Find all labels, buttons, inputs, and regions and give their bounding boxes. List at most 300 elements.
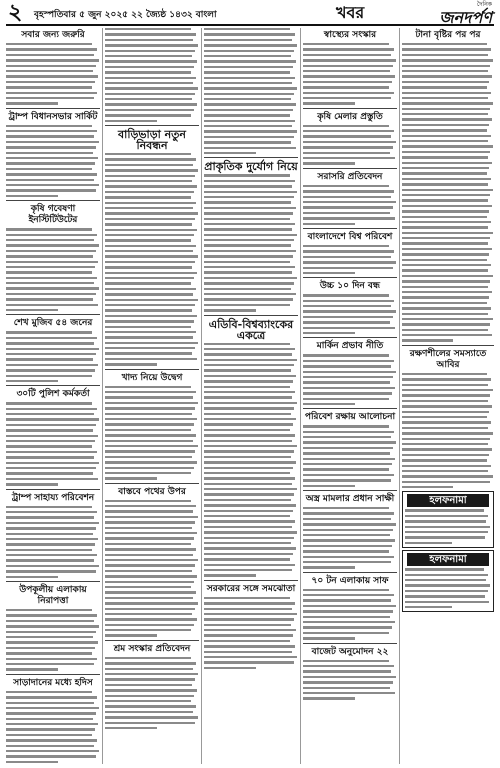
text-line (402, 129, 487, 131)
text-line (105, 164, 193, 166)
column-5 (402, 28, 494, 764)
text-line (303, 300, 394, 302)
text-line (204, 348, 295, 350)
text-line (303, 102, 355, 104)
text-line (402, 178, 491, 180)
text-line (402, 465, 491, 467)
text-line (204, 39, 292, 41)
text-line (105, 282, 191, 284)
text-line (6, 712, 96, 714)
text-line (204, 558, 290, 560)
text-line (105, 456, 192, 458)
column-3 (204, 28, 298, 764)
divider (204, 315, 298, 316)
page-number: ২ (8, 0, 23, 25)
text-line (105, 255, 198, 257)
text-line (6, 228, 92, 230)
text-line (204, 624, 291, 626)
text-line (105, 472, 191, 474)
text-line (204, 613, 297, 615)
text-line (6, 734, 92, 736)
text-line (303, 676, 396, 678)
text-line (303, 621, 395, 623)
text-line (204, 218, 290, 220)
text-line (204, 353, 292, 355)
text-line (303, 65, 393, 67)
text-line (204, 364, 294, 366)
text-line (6, 358, 93, 360)
text-line (204, 207, 296, 209)
text-line (105, 207, 193, 209)
text-line (402, 97, 488, 99)
text-line (402, 339, 453, 341)
text-line (105, 629, 191, 631)
headline: এডিবি-বিশ্বব্যাংকের একত্রে (208, 317, 294, 342)
text-line (303, 670, 391, 672)
text-line (6, 75, 98, 77)
text-line (105, 39, 193, 41)
text-line (204, 109, 293, 111)
text-line (402, 43, 487, 45)
text-line (204, 667, 256, 669)
text-line (303, 561, 391, 563)
text-line (105, 87, 198, 89)
text-line (303, 398, 389, 400)
text-line (303, 529, 393, 531)
text-line (6, 337, 97, 339)
text-line (402, 108, 490, 110)
text-line (402, 405, 492, 407)
text-line (6, 663, 94, 665)
text-line (6, 168, 92, 170)
text-line (204, 228, 292, 230)
divider (105, 125, 199, 126)
article-body (105, 500, 199, 637)
text-line (105, 309, 192, 311)
text-line (6, 261, 98, 263)
text-line (105, 180, 192, 182)
text-line (204, 661, 294, 663)
text-line (402, 481, 490, 483)
text-line (105, 153, 191, 155)
text-line (303, 458, 395, 460)
text-line (6, 755, 96, 757)
text-line (6, 543, 95, 545)
article-body (6, 43, 100, 105)
text-line (204, 201, 291, 203)
text-line (105, 450, 195, 452)
text-line (204, 515, 290, 517)
text-line (204, 185, 292, 187)
text-line (105, 434, 196, 436)
text-line (303, 43, 389, 45)
text-line (402, 259, 487, 261)
notice-title: হলফনামা (407, 494, 489, 507)
text-line (303, 250, 394, 252)
text-line (402, 486, 453, 488)
headline: সরকারের সঙ্গে সমঝোতা (206, 583, 296, 594)
text-line (6, 728, 95, 730)
text-line (402, 151, 490, 153)
text-line (105, 429, 191, 431)
text-line (105, 320, 194, 322)
text-line (6, 538, 98, 540)
text-line (204, 569, 292, 571)
text-line (405, 515, 488, 517)
text-line (204, 120, 295, 122)
headline: রক্ষণশীলের সমস্যাতে আবির (409, 348, 487, 370)
text-line (105, 575, 197, 577)
text-line (105, 250, 193, 252)
text-line (105, 342, 198, 344)
article-body (6, 125, 100, 197)
article-body (105, 153, 199, 366)
text-line (6, 647, 95, 649)
divider (204, 157, 298, 158)
text-line (105, 673, 198, 675)
text-line (303, 518, 391, 520)
text-line (402, 411, 489, 413)
text-line (6, 309, 58, 311)
text-line (204, 434, 295, 436)
text-line (6, 668, 58, 670)
masthead (6, 2, 494, 26)
text-line (204, 33, 295, 35)
text-line (303, 75, 395, 77)
text-line (6, 429, 93, 431)
article-body (6, 402, 100, 485)
text-line (303, 425, 389, 427)
text-line (6, 342, 94, 344)
text-line (6, 739, 97, 741)
text-line (6, 511, 97, 513)
text-line (402, 162, 492, 164)
text-line (204, 93, 294, 95)
text-line (402, 394, 490, 396)
text-line (402, 334, 492, 336)
text-line (6, 472, 93, 474)
text-line (303, 556, 394, 558)
text-line (204, 618, 294, 620)
text-line (105, 581, 194, 583)
text-line (6, 565, 99, 567)
text-line (105, 175, 195, 177)
text-line (105, 315, 197, 317)
text-line (402, 296, 489, 298)
text-line (303, 245, 389, 247)
text-line (204, 196, 294, 198)
text-line (402, 389, 493, 391)
text-line (204, 212, 293, 214)
headline: শেখ মুজিব ৫৪ জনের (13, 318, 93, 329)
text-line (204, 391, 295, 393)
headline: বাড়িভাড়া নতুন নিবন্ধন (118, 128, 186, 153)
text-line (303, 201, 396, 203)
text-line (105, 402, 198, 404)
text-line (303, 97, 391, 99)
text-line (402, 286, 488, 288)
text-line (204, 50, 294, 52)
column-4 (303, 28, 397, 764)
text-line (105, 684, 192, 686)
text-line (6, 723, 98, 725)
text-line (105, 71, 191, 73)
text-line (105, 521, 195, 523)
text-line (6, 533, 93, 535)
article-body (6, 331, 100, 382)
text-line (6, 462, 99, 464)
text-line (402, 291, 492, 293)
text-line (204, 44, 297, 46)
notice-body (403, 509, 493, 544)
text-line (204, 288, 291, 290)
text-line (6, 135, 94, 137)
text-line (6, 620, 94, 622)
text-line (204, 542, 291, 544)
text-line (303, 130, 394, 132)
divider (303, 168, 397, 169)
text-line (105, 689, 197, 691)
headline: ট্রাম্প বিধানসভার সার্কিট (8, 111, 98, 122)
headline: অস্ত্র মামলার প্রধান সাক্ষী (305, 494, 395, 504)
text-line (105, 700, 191, 702)
text-line (6, 451, 97, 453)
headline: ট্রাম্প সাহায্য পরিবেশন (11, 492, 95, 503)
text-line (402, 448, 492, 450)
text-line (402, 65, 490, 67)
article-body (6, 691, 100, 763)
text-line (303, 360, 394, 362)
text-line (303, 545, 392, 547)
article-body (303, 589, 397, 640)
divider (6, 674, 100, 675)
text-line (303, 632, 389, 634)
text-line (6, 353, 96, 355)
text-line (405, 574, 488, 576)
text-line (105, 272, 197, 274)
text-line (303, 54, 391, 56)
text-line (402, 167, 489, 169)
text-line (204, 483, 292, 485)
text-line (105, 347, 195, 349)
text-line (402, 313, 488, 315)
text-line (6, 331, 92, 333)
text-line (204, 277, 297, 279)
divider (303, 643, 397, 644)
text-line (204, 547, 296, 549)
text-line (303, 327, 395, 329)
text-line (402, 145, 493, 147)
newspaper-logo (439, 1, 492, 27)
text-line (303, 589, 389, 591)
text-line (204, 429, 290, 431)
text-line (405, 579, 486, 581)
text-line (303, 261, 396, 263)
text-line (105, 527, 192, 529)
text-line (105, 695, 194, 697)
headline: উপকূলীয় এলাকায় নিরাপত্তা (19, 585, 87, 607)
text-line (405, 509, 484, 511)
text-line (204, 55, 291, 57)
divider (105, 640, 199, 641)
text-line (204, 82, 292, 84)
text-line (303, 217, 395, 219)
text-line (204, 359, 297, 361)
text-line (204, 130, 297, 132)
text-line (303, 157, 395, 159)
text-line (402, 172, 487, 174)
article-body (204, 28, 298, 154)
text-line (105, 608, 195, 610)
text-line (402, 470, 488, 472)
text-line (105, 413, 192, 415)
text-line (204, 147, 296, 149)
text-line (204, 472, 290, 474)
text-line (204, 531, 297, 533)
text-line (204, 402, 297, 404)
text-line (402, 194, 490, 196)
headline: ৭০ টন এলাকায় সাফ (311, 575, 389, 586)
text-line (6, 146, 96, 148)
text-line (402, 475, 493, 477)
text-line (204, 526, 292, 528)
text-line (204, 191, 297, 193)
text-line (204, 602, 295, 604)
divider (6, 200, 100, 201)
text-line (105, 597, 193, 599)
text-line (303, 566, 355, 568)
text-line (303, 697, 355, 699)
text-line (204, 386, 290, 388)
text-line (303, 48, 394, 50)
article-body (204, 597, 298, 669)
text-line (6, 102, 58, 104)
text-line (6, 435, 98, 437)
text-line (6, 141, 99, 143)
text-line (105, 705, 196, 707)
text-line (303, 332, 355, 334)
text-line (204, 87, 297, 89)
text-line (204, 574, 256, 576)
text-line (6, 413, 94, 415)
text-line (405, 520, 486, 522)
text-line (105, 537, 194, 539)
text-line (303, 539, 395, 541)
text-line (105, 586, 191, 588)
text-line (405, 595, 485, 597)
text-line (105, 618, 197, 620)
text-line (204, 223, 295, 225)
logo-small-text: দৈনিক (476, 1, 492, 8)
text-line (105, 93, 195, 95)
text-line (6, 255, 93, 257)
text-line (303, 321, 390, 323)
text-line (6, 179, 94, 181)
headline: স্বাস্থ্যের সংস্কার (323, 30, 377, 40)
text-line (105, 391, 196, 393)
text-line (105, 120, 157, 122)
headline: কৃষি গবেষণা ইনস্টিটিউটের (28, 204, 78, 226)
article-body (303, 185, 397, 225)
text-line (105, 634, 157, 636)
section-title: খবর (336, 3, 365, 22)
divider (303, 490, 397, 491)
text-line (402, 384, 488, 386)
text-line (105, 196, 191, 198)
text-line (204, 304, 290, 306)
divider (402, 345, 494, 346)
divider (303, 572, 397, 573)
text-line (402, 183, 488, 185)
article-body (6, 228, 100, 311)
text-line (402, 199, 488, 201)
text-line (6, 641, 98, 643)
text-line (105, 261, 195, 263)
text-line (303, 146, 393, 148)
text-line (303, 141, 396, 143)
text-line (6, 293, 96, 295)
text-line (105, 245, 196, 247)
text-line (105, 352, 192, 354)
text-line (204, 271, 292, 273)
column-2 (105, 28, 199, 764)
text-line (402, 373, 487, 375)
text-line (303, 267, 393, 269)
text-line (402, 318, 493, 320)
text-line (105, 44, 198, 46)
headline: বাস্তবে পথের উপর (118, 486, 186, 497)
text-line (303, 507, 389, 509)
text-line (303, 692, 395, 694)
text-line (105, 98, 192, 100)
text-line (204, 440, 292, 442)
text-line (204, 656, 297, 658)
text-line (204, 239, 294, 241)
text-line (303, 392, 392, 394)
article-body (303, 354, 397, 405)
text-line (204, 456, 291, 458)
text-line (105, 266, 192, 268)
text-line (303, 687, 390, 689)
text-line (105, 77, 196, 79)
text-line (303, 371, 396, 373)
text-line (6, 287, 99, 289)
article-body (303, 660, 397, 700)
text-line (6, 54, 94, 56)
article-body (105, 28, 199, 122)
article-body (303, 425, 397, 487)
text-line (303, 86, 389, 88)
text-line (402, 81, 489, 83)
text-line (402, 329, 488, 331)
text-line (303, 190, 394, 192)
text-line (402, 242, 488, 244)
text-line (402, 86, 487, 88)
text-line (303, 605, 396, 607)
text-line (402, 432, 493, 434)
text-line (6, 184, 99, 186)
text-line (303, 125, 389, 127)
text-line (105, 277, 194, 279)
text-line (303, 354, 389, 356)
text-line (303, 463, 392, 465)
text-line (6, 239, 94, 241)
text-line (303, 610, 393, 612)
column-rule (102, 28, 103, 764)
text-line (105, 543, 191, 545)
headline: বাংলাদেশে বিশ্ব পরিবেশ (307, 231, 393, 242)
text-line (105, 716, 198, 718)
